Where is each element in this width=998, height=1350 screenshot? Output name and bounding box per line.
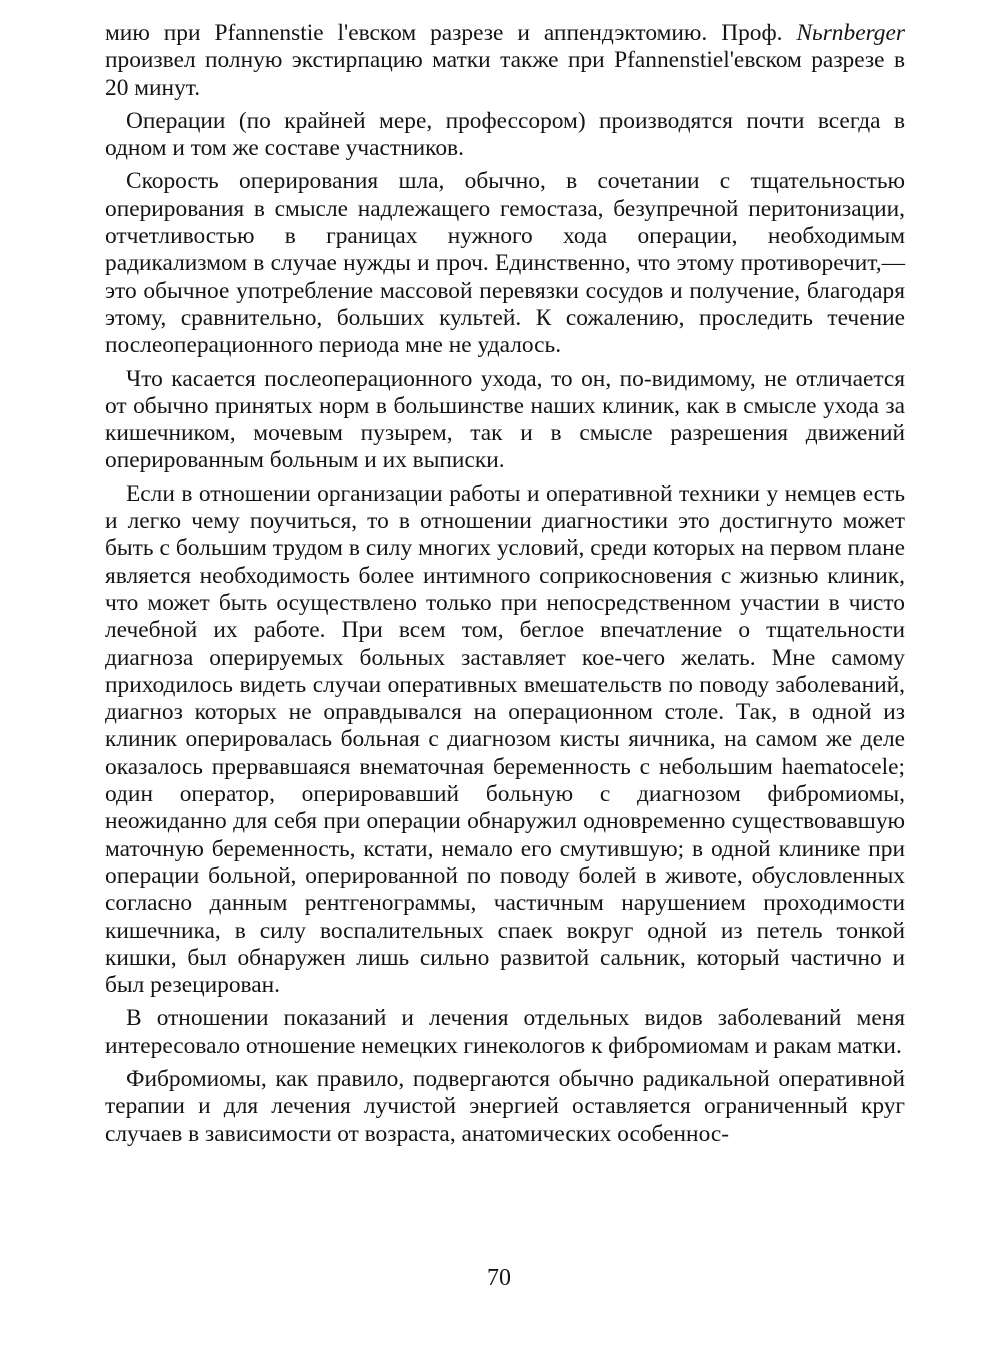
text-segment: мию при Pfannenstie l'евском разрезе и аппендэктомию. Проф. <box>105 20 797 46</box>
text-segment: В отношении показаний и лечения отдельных видов заболеваний меня интересовало отношение немецких гинекологов к фибромиомам и ракам матки. <box>105 1005 905 1059</box>
paragraph-6 <box>105 1005 905 1060</box>
text-segment: Фибромиомы, как правило, подвергаются обычно радикальной оперативной терапии и для лечения лучистой энергией оставляется ограниченный круг случаев в зависимости от возраста, анатомических особеннос- <box>105 1065 905 1147</box>
paragraph-7 <box>105 1066 905 1148</box>
text-segment: Если в отношении организации работы и оперативной техники у немцев есть и легко чему поучиться, то в отношении диагностики это достигнуто может быть с большим трудом в силу многих условий, среди которых на первом плане является необходимость более интимного соприкосновения с жизнью клиник, что может быть осуществлено только при непосредственном участии в чисто лечебной их работе. При всем том, беглое впечатление о тщательности диагноза оперируемых больных заставляет кое-чего желать. Мне самому приходилось видеть случаи оперативных вмешательств по поводу заболеваний, диагноз которых не оправдывался на операционном столе. Так, в одной из клиник оперировалась больная с диагнозом кисты яичника, на самом же деле оказалось прервавшаяся внематочная беременность с небольшим haematocele; один оператор, оперировавший больную с диагнозом фибромиомы, неожиданно для себя при операции обнаружил одновременно существовавшую маточную беременность, кстати, немало его смутившую; в одной клинике при операции больной, оперированной по поводу болей в животе, обусловленных согласно данным рентгенограммы, частичным нарушением проходимости кишечника, в силу воспалительных спаек вокруг одной из петель тонкой кишки, был обнаружен лишь сильно развитой сальник, который частично и был резецирован. <box>105 480 905 999</box>
paragraph-3 <box>105 168 905 359</box>
text-segment: произвел полную экстирпацию матки также при Pfannenstiel'евском разрезе в 20 минут. <box>105 47 905 101</box>
paragraph-4 <box>105 366 905 475</box>
text-segment: Скорость оперирования шла, обычно, в сочетании с тщательностью оперирования в смысле надлежащего гемостаза, безупречной перитонизации, отчетливостью в границах нужного хода операции, необходимым радикализмом в случае нужды и проч. Единственно, что этому противоречит,—это обычное употребление массовой перевязки сосудов и получение, благодаря этому, сравнительно, больших культей. К сожалению, проследить течение послеоперационного периода мне не удалось. <box>105 168 905 359</box>
paragraph-1 <box>105 20 905 102</box>
body-text <box>105 20 905 1148</box>
text-segment: Операции (по крайней мере, профессором) производятся почти всегда в одном и том же составе участников. <box>105 107 905 162</box>
paragraph-5 <box>105 481 905 1000</box>
paragraph-2 <box>105 108 905 163</box>
text-segment: Что касается послеоперационного ухода, то он, по-видимому, не отличается от обычно принятых норм в большинстве наших клиник, как в смысле ухода за кишечником, мочевым пузырем, так и в смысле разрешения движений оперированным больным и их выписки. <box>105 365 905 474</box>
text-segment-italic: Nьrnberger <box>796 20 905 46</box>
page-number: 70 <box>487 1265 511 1291</box>
